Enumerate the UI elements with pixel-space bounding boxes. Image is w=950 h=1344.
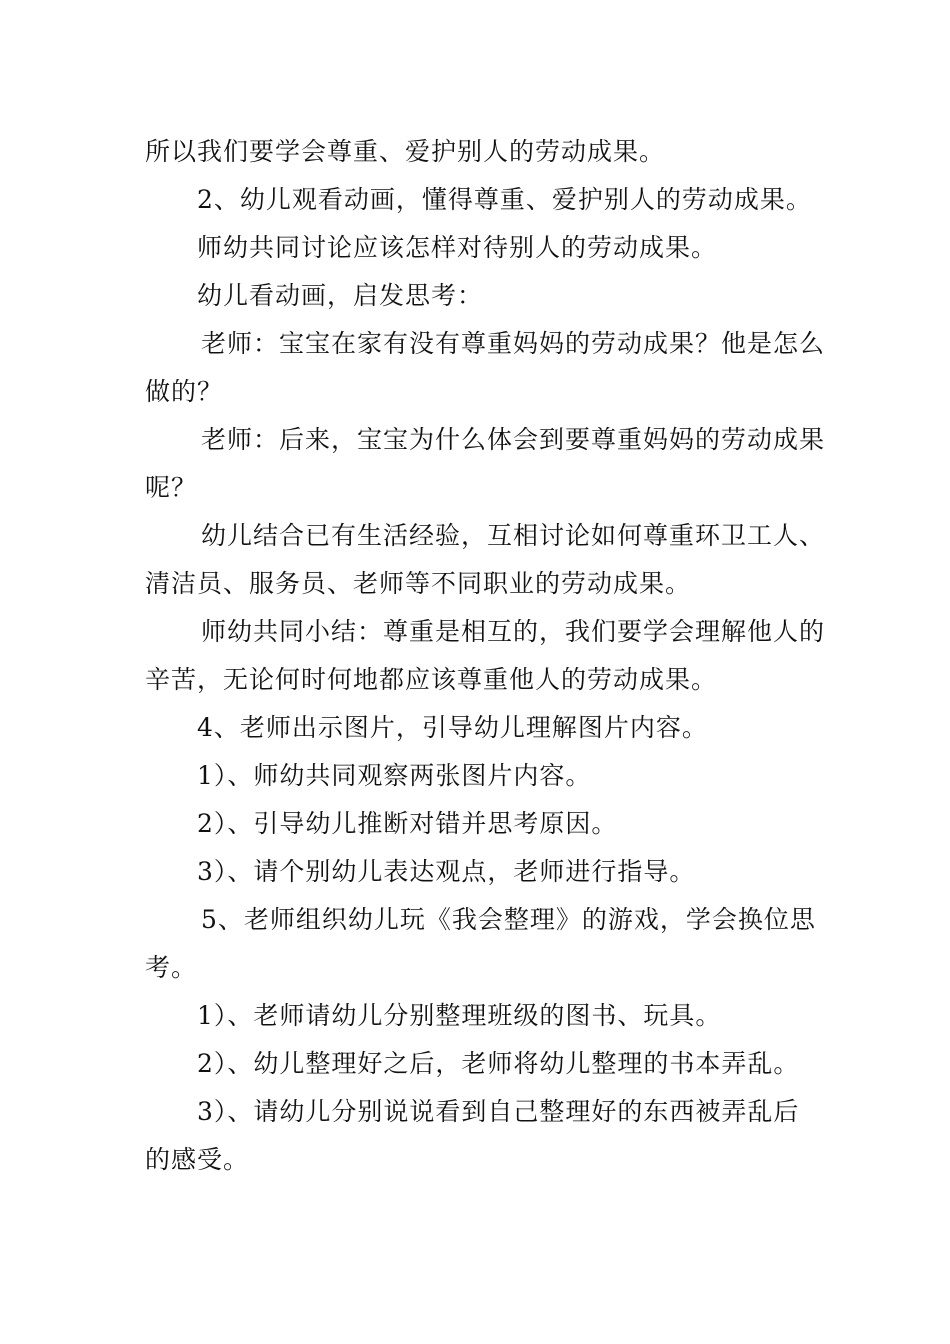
paragraph-teacher-question-2: 老师：后来，宝宝为什么体会到要尊重妈妈的劳动成果呢？ [145, 425, 826, 502]
paragraph-children-discuss: 幼儿结合已有生活经验，互相讨论如何尊重环卫工人、清洁员、服务员、老师等不同职业的劳动成果。 [145, 521, 826, 598]
paragraph-substep-3: 3）、请个别幼儿表达观点，老师进行指导。 [197, 857, 696, 886]
paragraph-summary: 师幼共同小结：尊重是相互的，我们要学会理解他人的辛苦，无论何时何地都应该尊重他人的劳动成果。 [145, 617, 826, 694]
paragraph-watch-animation: 幼儿看动画，启发思考： [197, 281, 484, 310]
paragraph-conclusion: 所以我们要学会尊重、爱护别人的劳动成果。 [145, 137, 666, 166]
paragraph-step-2: 2、幼儿观看动画，懂得尊重、爱护别人的劳动成果。 [197, 185, 812, 214]
paragraph-teacher-question-1: 老师：宝宝在家有没有尊重妈妈的劳动成果？他是怎么做的？ [145, 329, 826, 406]
document-body [145, 128, 825, 1184]
paragraph-discussion: 师幼共同讨论应该怎样对待别人的劳动成果。 [197, 233, 718, 262]
paragraph-substep-2: 2）、引导幼儿推断对错并思考原因。 [197, 809, 618, 838]
paragraph-step-5: 5、老师组织幼儿玩《我会整理》的游戏，学会换位思考。 [145, 905, 816, 982]
paragraph-game-substep-3: 3）、请幼儿分别说说看到自己整理好的东西被弄乱后的感受。 [145, 1097, 800, 1174]
paragraph-game-substep-2: 2）、幼儿整理好之后，老师将幼儿整理的书本弄乱。 [197, 1049, 800, 1078]
paragraph-game-substep-1: 1）、老师请幼儿分别整理班级的图书、玩具。 [197, 1001, 722, 1030]
paragraph-step-4: 4、老师出示图片，引导幼儿理解图片内容。 [197, 713, 708, 742]
paragraph-substep-1: 1）、师幼共同观察两张图片内容。 [197, 761, 592, 790]
